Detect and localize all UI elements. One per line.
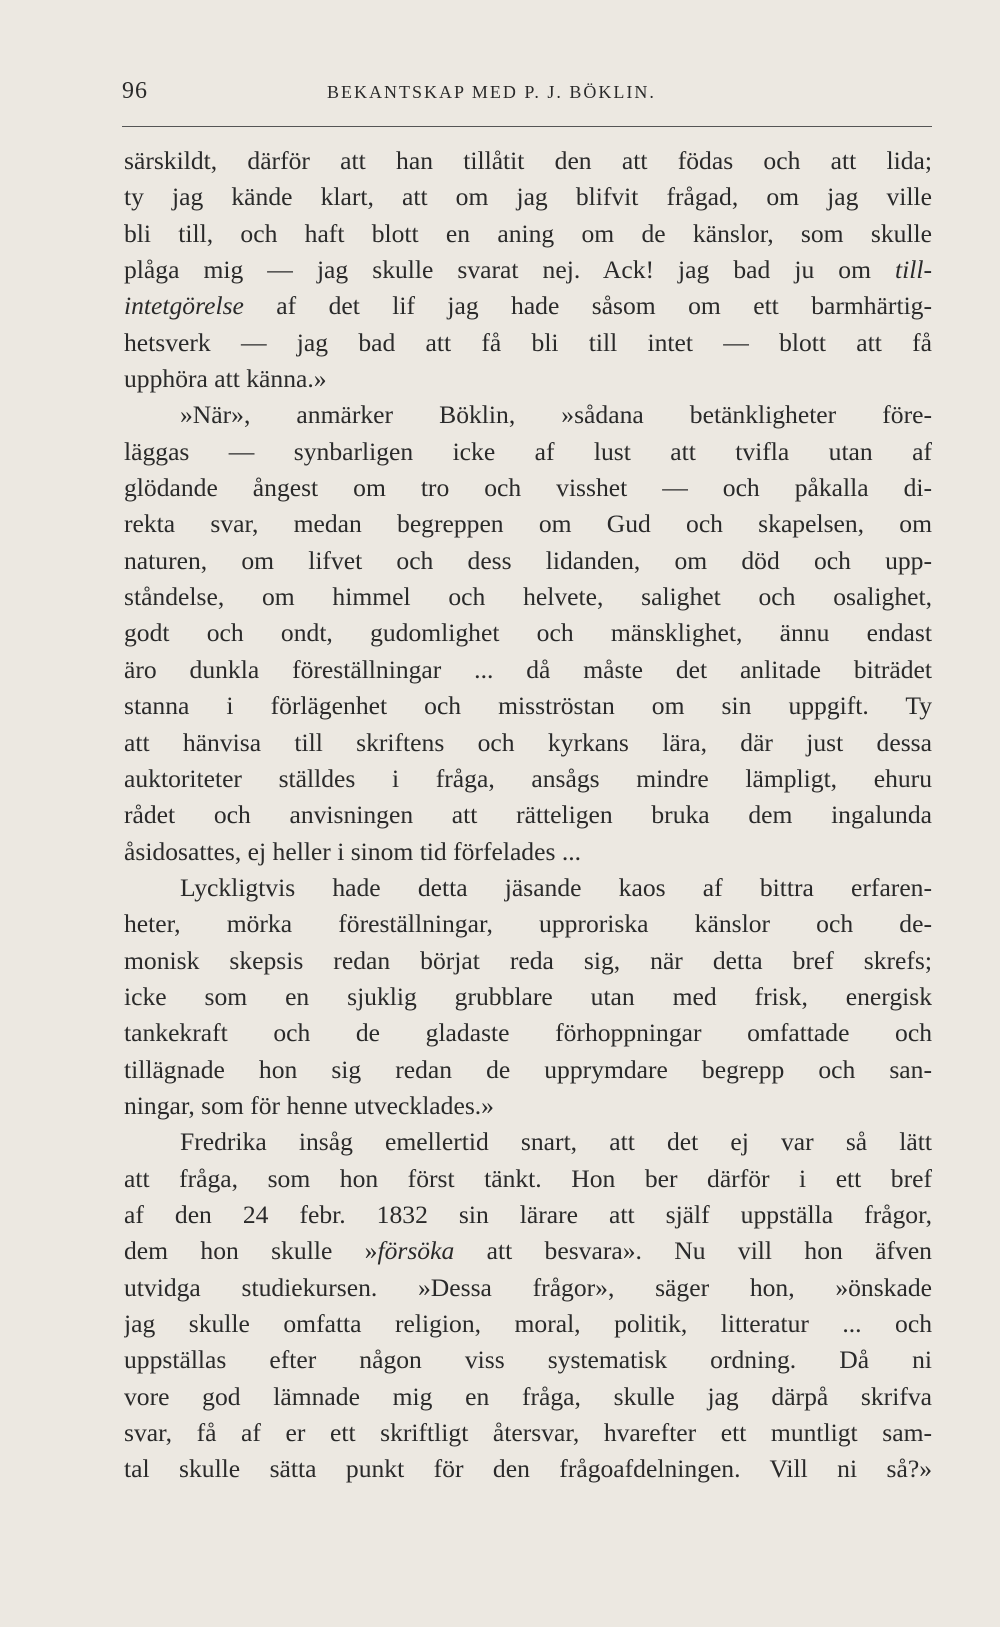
- header-rule: [122, 126, 932, 127]
- text-line: att hänvisa till skriftens och kyrkans lära, där just dessa: [124, 727, 932, 757]
- text-line: Fredrika insåg emellertid snart, att det ej var så lätt: [180, 1127, 932, 1157]
- text-line: särskildt, därför att han tillåtit den att födas och att lida;: [124, 146, 932, 175]
- text-line: hetsverk — jag bad att få bli till intet — blott att få: [124, 327, 932, 357]
- text-line: glödande ångest om tro och visshet — och påkalla di-: [124, 473, 932, 503]
- text-line: naturen, om lifvet och dess lidanden, om död och upp-: [124, 545, 932, 575]
- text-line: tankekraft och de gladaste förhoppningar omfattade och: [124, 1018, 932, 1048]
- text-line: tal skulle sätta punkt för den frågoafdelningen. Vill ni så?»: [124, 1454, 932, 1484]
- text-line: utvidga studiekursen. »Dessa frågor», säger hon, »önskade: [124, 1272, 932, 1302]
- text-line: ningar, som för henne utvecklades.»: [124, 1090, 494, 1120]
- text-line: att fråga, som hon först tänkt. Hon ber därför i ett bref: [124, 1163, 932, 1193]
- body-text: [124, 143, 932, 1488]
- text-line: tillägnade hon sig redan de upprymdare begrepp och san-: [124, 1054, 932, 1084]
- running-title: BEKANTSKAP MED P. J. BÖKLIN.: [327, 82, 656, 102]
- text-line: jag skulle omfatta religion, moral, politik, litteratur ... och: [124, 1309, 932, 1338]
- text-line: stanna i förlägenhet och misströstan om sin uppgift. Ty: [124, 691, 932, 721]
- text-line: heter, mörka föreställningar, upproriska känslor och de-: [124, 909, 932, 939]
- text-line: intetgörelse af det lif jag hade såsom om ett barmhärtig-: [124, 291, 932, 321]
- page-number: 96: [122, 78, 148, 104]
- text-line: plåga mig — jag skulle svarat nej. Ack! jag bad ju om till-: [124, 255, 932, 285]
- page-header: [122, 78, 932, 114]
- text-line: dem hon skulle »försöka att besvara». Nu vill hon äfven: [124, 1236, 932, 1266]
- text-line: rådet och anvisningen att rätteligen bruka dem ingalunda: [124, 800, 932, 830]
- text-line: uppställas efter någon viss systematisk ordning. Då ni: [124, 1345, 932, 1375]
- text-line: auktoriteter ställdes i fråga, ansågs mindre lämpligt, ehuru: [124, 763, 932, 793]
- text-line: »När», anmärker Böklin, »sådana betänkligheter före-: [180, 400, 932, 430]
- text-line: af den 24 febr. 1832 sin lärare att själf uppställa frågor,: [124, 1199, 932, 1229]
- text-line: upphöra att känna.»: [124, 364, 327, 394]
- text-line: Lyckligtvis hade detta jäsande kaos af bittra erfaren-: [180, 872, 932, 902]
- text-line: godt och ondt, gudomlighet och mänsklighet, ännu endast: [124, 618, 932, 648]
- text-line: rekta svar, medan begreppen om Gud och skapelsen, om: [124, 509, 932, 539]
- text-line: ty jag kände klart, att om jag blifvit frågad, om jag ville: [124, 182, 932, 212]
- text-line: svar, få af er ett skriftligt återsvar, hvarefter ett muntligt sam-: [124, 1418, 932, 1448]
- text-line: åsidosattes, ej heller i sinom tid förfelades ...: [124, 836, 582, 866]
- text-line: läggas — synbarligen icke af lust att tvifla utan af: [124, 436, 932, 466]
- text-line: ståndelse, om himmel och helvete, salighet och osalighet,: [124, 582, 932, 612]
- text-line: äro dunkla föreställningar ... då måste det anlitade biträdet: [124, 654, 932, 684]
- text-line: monisk skepsis redan börjat reda sig, när detta bref skrefs;: [124, 945, 932, 975]
- text-line: icke som en sjuklig grubblare utan med frisk, energisk: [124, 981, 932, 1011]
- text-line: bli till, och haft blott en aning om de känslor, som skulle: [124, 218, 932, 248]
- text-line: vore god lämnade mig en fråga, skulle jag därpå skrifva: [124, 1381, 932, 1411]
